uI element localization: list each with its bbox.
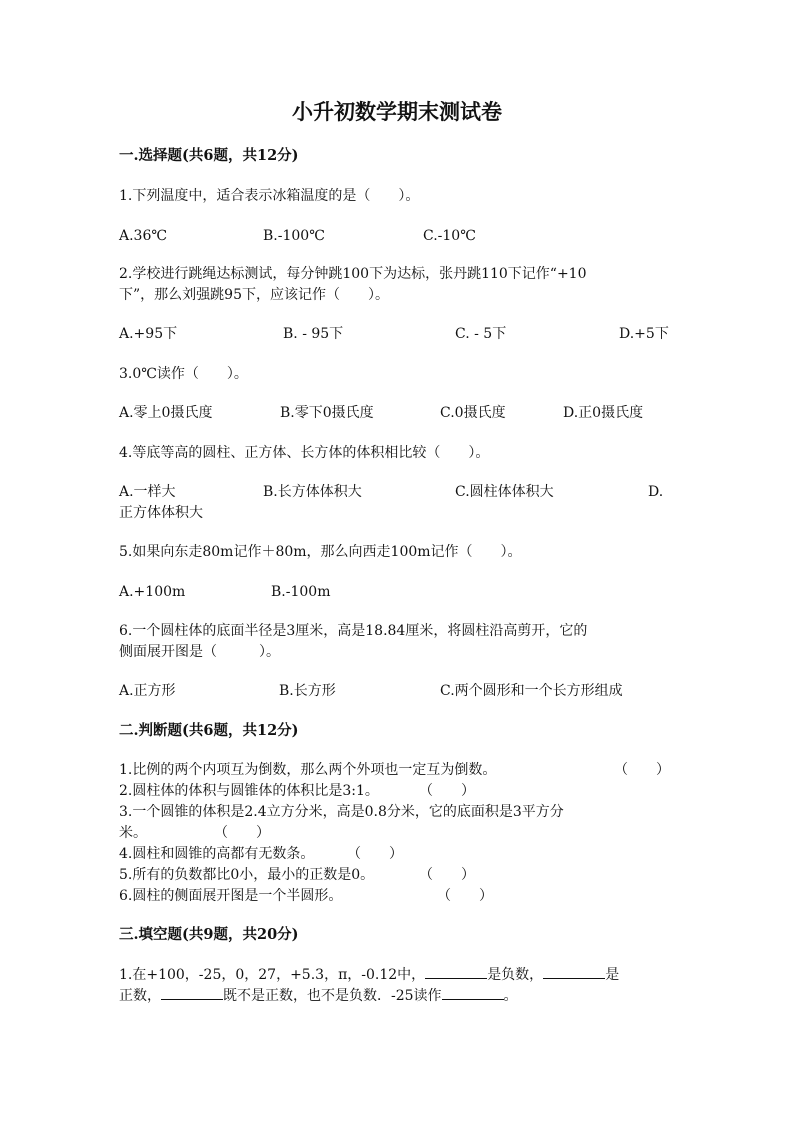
q4-option-b: B.长方体体积大 bbox=[263, 484, 362, 500]
question-2-stem-line2: 下”，那么刘强跳95下，应该记作（ ）。 bbox=[119, 287, 389, 303]
fill-q1-text-e: 既不是正数，也不是负数．-25读作 bbox=[223, 988, 442, 1004]
fill-question-1-line1 bbox=[119, 964, 619, 985]
question-4-stem: 4.等底等高的圆柱、正方体、长方体的体积相比较（ ）。 bbox=[119, 445, 490, 461]
fill-blank-2[interactable] bbox=[543, 964, 605, 979]
question-1-stem: 1.下列温度中，适合表示冰箱温度的是（ ）。 bbox=[119, 188, 420, 204]
q4-option-d-label: D. bbox=[648, 484, 664, 500]
fill-q1-text-a: 1.在+100，-25，0，27，+5.3，π，-0.12中， bbox=[119, 967, 426, 983]
q4-option-d-text: 正方体体积大 bbox=[119, 505, 203, 521]
question-6-stem-line1: 6.一个圆柱体的底面半径是3厘米，高是18.84厘米，将圆柱沿高剪开，它的 bbox=[119, 623, 588, 639]
judgment-item-4: 4.圆柱和圆锥的高都有无数条。 bbox=[119, 846, 315, 862]
fill-q1-text-b: 是负数， bbox=[487, 967, 544, 983]
judgment-item-3-line2: 米。 bbox=[119, 825, 147, 841]
q3-option-b: B.零下0摄氏度 bbox=[280, 405, 374, 421]
fill-q1-text-d: 正数， bbox=[119, 988, 161, 1004]
q5-option-a: A.+100m bbox=[119, 584, 186, 600]
q4-option-a: A.一样大 bbox=[119, 484, 176, 500]
judgment-item-6-paren: （ ） bbox=[437, 888, 493, 904]
q1-option-b: B.-100℃ bbox=[263, 228, 325, 244]
q2-option-c: C. - 5下 bbox=[455, 326, 507, 342]
judgment-item-5: 5.所有的负数都比0小，最小的正数是0。 bbox=[119, 867, 375, 883]
fill-blank-3[interactable] bbox=[161, 985, 223, 1000]
judgment-item-5-paren: （ ） bbox=[419, 867, 475, 883]
fill-blank-1[interactable] bbox=[425, 964, 487, 979]
question-3-stem: 3.0℃读作（ ）。 bbox=[119, 366, 248, 382]
judgment-item-3-line1: 3.一个圆锥的体积是2.4立方分米，高是0.8分米，它的底面积是3平方分 bbox=[119, 804, 564, 820]
judgment-item-2-paren: （ ） bbox=[419, 783, 475, 799]
judgment-item-6: 6.圆柱的侧面展开图是一个半圆形。 bbox=[119, 888, 343, 904]
section-header-fill: 三.填空题(共9题，共20分) bbox=[119, 926, 299, 943]
q1-option-a: A.36℃ bbox=[119, 228, 168, 244]
q3-option-a: A.零上0摄氏度 bbox=[119, 405, 213, 421]
question-6-stem-line2: 侧面展开图是（ ）。 bbox=[119, 644, 280, 660]
q5-option-b: B.-100m bbox=[271, 584, 331, 600]
judgment-item-3-paren: （ ） bbox=[214, 825, 270, 841]
fill-blank-4[interactable] bbox=[442, 985, 504, 1000]
judgment-item-1-paren: （ ） bbox=[614, 762, 670, 778]
q6-option-a: A.正方形 bbox=[119, 683, 176, 699]
q3-option-d: D.正0摄氏度 bbox=[563, 405, 644, 421]
q6-option-b: B.长方形 bbox=[279, 683, 336, 699]
judgment-item-2: 2.圆柱体的体积与圆锥体的体积比是3:1。 bbox=[119, 783, 379, 799]
judgment-item-1: 1.比例的两个内项互为倒数，那么两个外项也一定互为倒数。 bbox=[119, 762, 497, 778]
q2-option-b: B. - 95下 bbox=[283, 326, 344, 342]
q3-option-c: C.0摄氏度 bbox=[440, 405, 506, 421]
q2-option-a: A.+95下 bbox=[119, 326, 178, 342]
q4-option-c: C.圆柱体体积大 bbox=[455, 484, 554, 500]
section-header-choice: 一.选择题(共6题，共12分) bbox=[119, 147, 299, 164]
page-title: 小升初数学期末测试卷 bbox=[292, 99, 502, 124]
judgment-item-4-paren: （ ） bbox=[347, 846, 403, 862]
q2-option-d: D.+5下 bbox=[619, 326, 669, 342]
question-2-stem-line1: 2.学校进行跳绳达标测试，每分钟跳100下为达标，张丹跳110下记作“+10 bbox=[119, 266, 587, 282]
q6-option-c: C.两个圆形和一个长方形组成 bbox=[440, 683, 623, 699]
fill-question-1-line2 bbox=[119, 985, 518, 1006]
section-header-judgment: 二.判断题(共6题，共12分) bbox=[119, 722, 299, 739]
q1-option-c: C.-10℃ bbox=[423, 228, 476, 244]
question-5-stem: 5.如果向东走80m记作＋80m，那么向西走100m记作（ ）。 bbox=[119, 544, 522, 560]
fill-q1-text-c: 是 bbox=[605, 967, 620, 983]
fill-q1-text-f: 。 bbox=[503, 988, 518, 1004]
